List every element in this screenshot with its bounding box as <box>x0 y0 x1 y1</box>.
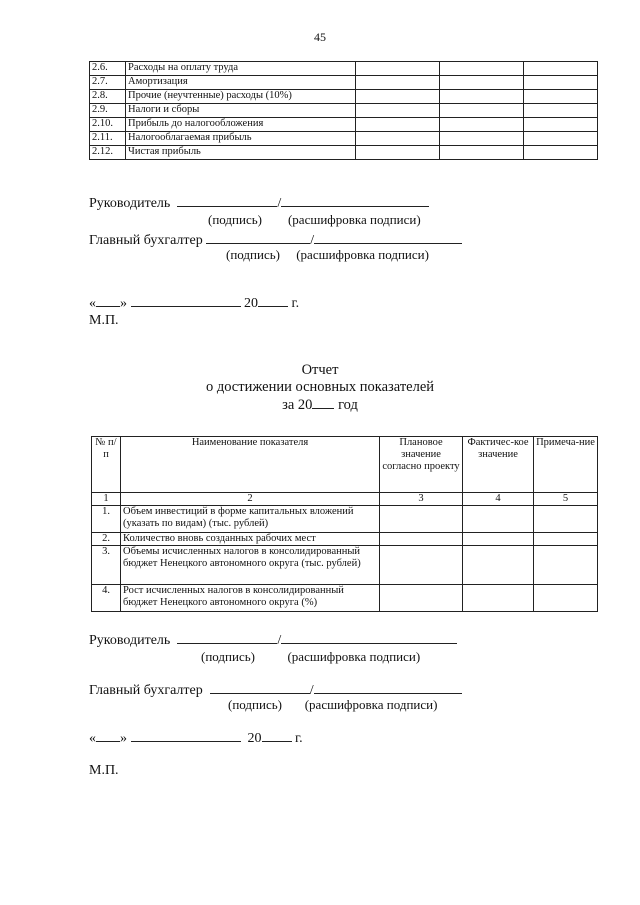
year-prefix: 20 <box>247 731 262 746</box>
header-planned: Плановое значение согласно проекту <box>380 437 463 493</box>
financial-table <box>89 61 598 160</box>
row-name: Объем инвестиций в форме капитальных вложений (указать по видам) (тыс. рублей) <box>121 506 380 533</box>
table-cell <box>356 146 440 160</box>
year-suffix: г. <box>291 296 300 311</box>
table-cell <box>380 506 463 533</box>
table-row <box>92 585 598 612</box>
quote-open: « <box>89 296 96 311</box>
decode-caption: (расшифровка подписи) <box>296 247 429 262</box>
table-cell <box>440 118 524 132</box>
column-number: 1 <box>92 493 121 506</box>
column-number: 3 <box>380 493 463 506</box>
sign-caption: (подпись) <box>228 697 282 712</box>
row-number: 2.8. <box>90 90 126 104</box>
head-captions-2 <box>201 649 420 665</box>
column-number-row <box>92 493 598 506</box>
row-name: Рост исчисленных налогов в консолидированный бюджет Ненецкого автономного округа (%) <box>121 585 380 612</box>
row-name: Расходы на оплату труда <box>126 62 356 76</box>
row-number: 2.9. <box>90 104 126 118</box>
table-cell <box>463 546 534 585</box>
table-cell <box>356 118 440 132</box>
year-suffix: г. <box>295 731 303 746</box>
table-cell <box>380 546 463 585</box>
indicators-table <box>91 436 598 612</box>
year-prefix: 20 <box>244 296 258 311</box>
row-name: Налоги и сборы <box>126 104 356 118</box>
table-cell <box>356 90 440 104</box>
table-row <box>90 118 598 132</box>
head-signature-line-2: Руководитель / <box>89 631 457 649</box>
column-number: 4 <box>463 493 534 506</box>
table-cell <box>440 62 524 76</box>
sign-caption: (подпись) <box>201 649 255 664</box>
row-name: Налогооблагаемая прибыль <box>126 132 356 146</box>
row-number: 1. <box>92 506 121 533</box>
date-line-2 <box>89 729 303 747</box>
header-number: № п/п <box>92 437 121 493</box>
decode-caption: (расшифровка подписи) <box>287 649 421 664</box>
page-number: 45 <box>314 30 326 44</box>
row-name: Чистая прибыль <box>126 146 356 160</box>
accountant-captions <box>226 247 429 263</box>
table-row <box>92 533 598 546</box>
row-number: 2. <box>92 533 121 546</box>
table-cell <box>524 132 598 146</box>
row-number: 2.12. <box>90 146 126 160</box>
quote-open: « <box>89 731 96 746</box>
table-row <box>90 104 598 118</box>
table-cell <box>440 76 524 90</box>
stamp-label: М.П. <box>89 313 119 328</box>
row-number: 2.11. <box>90 132 126 146</box>
table-cell <box>534 585 598 612</box>
row-name: Объемы исчисленных налогов в консолидированный бюджет Ненецкого автономного округа (тыс. рублей) <box>121 546 380 585</box>
table-cell <box>534 506 598 533</box>
table-row <box>90 132 598 146</box>
table-cell <box>440 90 524 104</box>
header-row <box>92 437 598 493</box>
table-cell <box>380 585 463 612</box>
row-name: Амортизация <box>126 76 356 90</box>
table-cell <box>524 76 598 90</box>
row-number: 3. <box>92 546 121 585</box>
table-cell <box>356 104 440 118</box>
table-cell <box>380 533 463 546</box>
period-prefix: за 20 <box>282 397 313 413</box>
table-cell <box>356 62 440 76</box>
report-period <box>0 396 640 414</box>
row-number: 2.10. <box>90 118 126 132</box>
table-row <box>90 62 598 76</box>
header-actual: Фактичес-кое значение <box>463 437 534 493</box>
date-line <box>89 294 299 312</box>
stamp-label-2: М.П. <box>89 763 119 778</box>
table-cell <box>356 132 440 146</box>
head-signature-line: Руководитель / <box>89 194 429 212</box>
column-number: 2 <box>121 493 380 506</box>
period-suffix: год <box>338 397 358 413</box>
sign-caption: (подпись) <box>226 247 280 262</box>
table-cell <box>524 104 598 118</box>
column-number: 5 <box>534 493 598 506</box>
table-cell <box>534 546 598 585</box>
head-label: Руководитель <box>89 196 171 211</box>
table-row <box>90 76 598 90</box>
table-cell <box>524 90 598 104</box>
accountant-signature-line: Главный бухгалтер / <box>89 231 462 249</box>
row-name: Прочие (неучтенные) расходы (10%) <box>126 90 356 104</box>
accountant-label: Главный бухгалтер <box>89 683 203 698</box>
table-row <box>90 146 598 160</box>
decode-caption: (расшифровка подписи) <box>304 697 438 712</box>
decode-caption: (расшифровка подписи) <box>287 212 421 227</box>
row-name: Количество вновь созданных рабочих мест <box>121 533 380 546</box>
table-cell <box>463 533 534 546</box>
header-name: Наименование показателя <box>121 437 380 493</box>
table-cell <box>524 118 598 132</box>
quote-close: » <box>120 731 127 746</box>
head-label: Руководитель <box>89 633 171 648</box>
row-name: Прибыль до налогообложения <box>126 118 356 132</box>
table-cell <box>534 533 598 546</box>
table-cell <box>524 62 598 76</box>
accountant-captions-2 <box>228 697 437 713</box>
table-cell <box>440 146 524 160</box>
row-number: 2.7. <box>90 76 126 90</box>
table-cell <box>463 585 534 612</box>
table-cell <box>440 132 524 146</box>
accountant-signature-line-2: Главный бухгалтер / <box>89 681 462 699</box>
head-captions <box>208 212 421 228</box>
table-cell <box>463 506 534 533</box>
accountant-label: Главный бухгалтер <box>89 233 203 248</box>
report-subtitle: о достижении основных показателей <box>205 379 435 395</box>
table-row <box>92 506 598 533</box>
row-number: 4. <box>92 585 121 612</box>
row-number: 2.6. <box>90 62 126 76</box>
header-note: Примеча-ние <box>534 437 598 493</box>
report-title: Отчет <box>301 362 339 378</box>
table-cell <box>440 104 524 118</box>
table-row <box>92 546 598 585</box>
table-row <box>90 90 598 104</box>
sign-caption: (подпись) <box>208 212 262 227</box>
table-cell <box>524 146 598 160</box>
quote-close: » <box>120 296 127 311</box>
table-cell <box>356 76 440 90</box>
